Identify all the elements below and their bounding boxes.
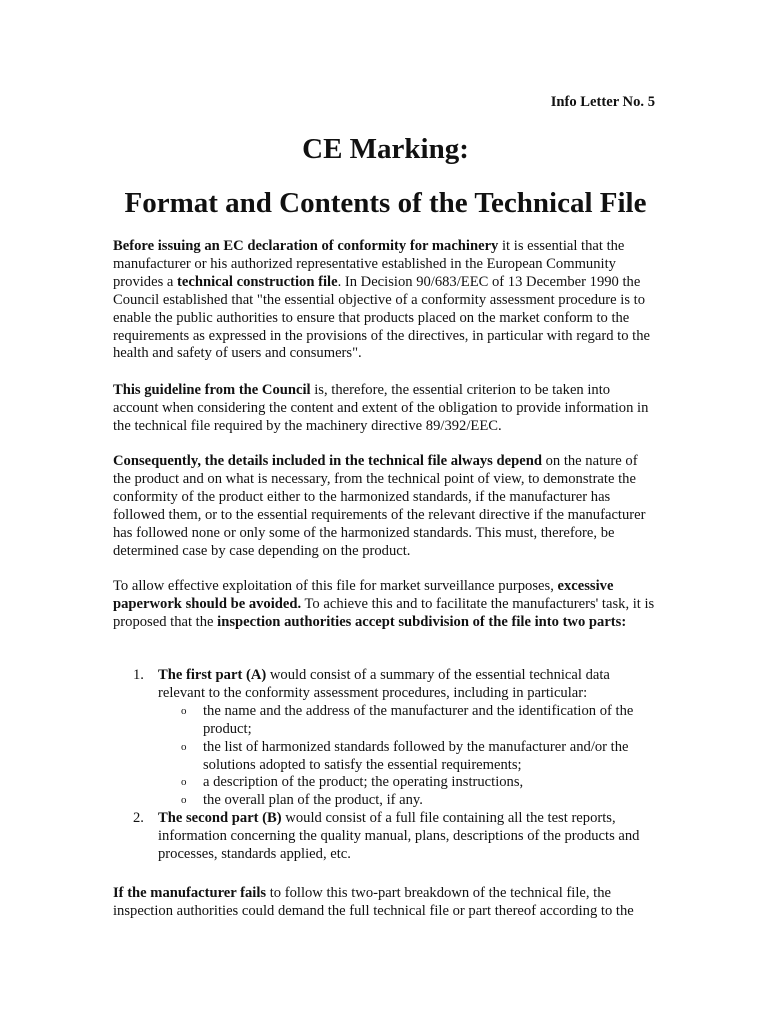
paragraph-3 — [113, 453, 658, 560]
bullet-icon: o — [181, 740, 187, 753]
p5-text-1: to follow this two-part breakdown of the technical file, the inspection authorities could demand the full technical file or part thereof according to the — [113, 885, 634, 919]
list-number: 1. — [133, 667, 144, 683]
p4-text-2: To achieve this and to facilitate the manufacturers' task, it is proposed that the — [113, 595, 655, 630]
list-item-body: would consist of a full file containing all the test reports, information concerning the quality manual, plans, descriptions of the products and processes, standards applied, etc. — [158, 810, 640, 863]
p1-bold-2: technical construction file — [177, 273, 338, 290]
paragraph-2 — [113, 382, 658, 436]
sub-list-text: a description of the product; the operating instructions, — [203, 774, 524, 791]
paragraph-4 — [113, 578, 658, 632]
list-item-bold: The first part (A) — [158, 667, 267, 683]
list-item-text — [158, 810, 658, 864]
list-item-body: would consist of a summary of the essential technical data relevant to the conformity assessment procedures, including in particular: — [158, 667, 610, 701]
p3-text-1: on the nature of the product and on what is necessary, from the technical point of view, to demonstrate the conformity of the product either to the harmonized standards, if the manufacturer has followed them, or to the essential requirements of the relevant directive if the manufacturer has followed none or only some of the harmonized standards. This must, therefore, be determined case by case depending on the product. — [113, 453, 646, 559]
list-item-text — [158, 667, 658, 703]
p1-text-1: it is essential that the manufacturer or his authorized representative established in the European Community provides a — [113, 238, 625, 290]
p2-bold-1: This guideline from the Council — [113, 382, 311, 398]
p4-text-1: To allow effective exploitation of this file for market surveillance purposes, — [113, 578, 558, 594]
p4-bold-1: excessive paperwork should be avoided. — [113, 578, 614, 612]
numbered-list — [113, 667, 658, 864]
bullet-icon: o — [181, 776, 187, 789]
p5-bold-1: If the manufacturer fails — [113, 885, 267, 901]
bullet-icon: o — [181, 704, 187, 717]
list-item — [113, 810, 658, 864]
list-number: 2. — [133, 810, 144, 827]
sub-list-text: the name and the address of the manufacturer and the identification of the product; — [203, 702, 634, 737]
p4-bold-2: inspection authorities accept subdivision of the file into two parts: — [217, 613, 627, 630]
sub-list-item — [158, 792, 658, 810]
sub-list-item — [158, 703, 658, 739]
info-letter-number: Info Letter No. 5 — [550, 94, 655, 110]
list-item-bold: The second part (B) — [158, 810, 282, 827]
title-line-2: Format and Contents of the Technical File — [124, 187, 647, 219]
sub-list-text: the list of harmonized standards followed by the manufacturer and/or the solutions adopted to satisfy the essential requirements; — [203, 738, 629, 773]
title-line-1: CE Marking: — [302, 133, 469, 165]
sub-list-item — [158, 774, 658, 792]
sub-list-text: the overall plan of the product, if any. — [203, 792, 423, 809]
p1-text-2: . In Decision 90/683/EEC of 13 December 1990 the Council established that "the essential objective of a conformity assessment procedure is to enable the public authorities to ensure that products placed on the market conform to the requirements as expressed in the provisions of the directives, in particular with regard to the health and safety of users and consumers". — [113, 273, 650, 362]
list-item — [113, 667, 658, 810]
p1-bold-1: Before issuing an EC declaration of conformity for machinery — [113, 238, 499, 254]
p3-bold-1: Consequently, the details included in the technical file always depend — [113, 453, 542, 469]
sub-list-item — [158, 739, 658, 775]
bullet-icon: o — [181, 794, 187, 807]
paragraph-1 — [113, 238, 658, 363]
paragraph-5 — [113, 885, 658, 921]
p2-text-1: is, therefore, the essential criterion to be taken into account when considering the content and extent of the obligation to provide information in the technical file required by the machinery directive 89/392/EEC. — [113, 382, 649, 434]
